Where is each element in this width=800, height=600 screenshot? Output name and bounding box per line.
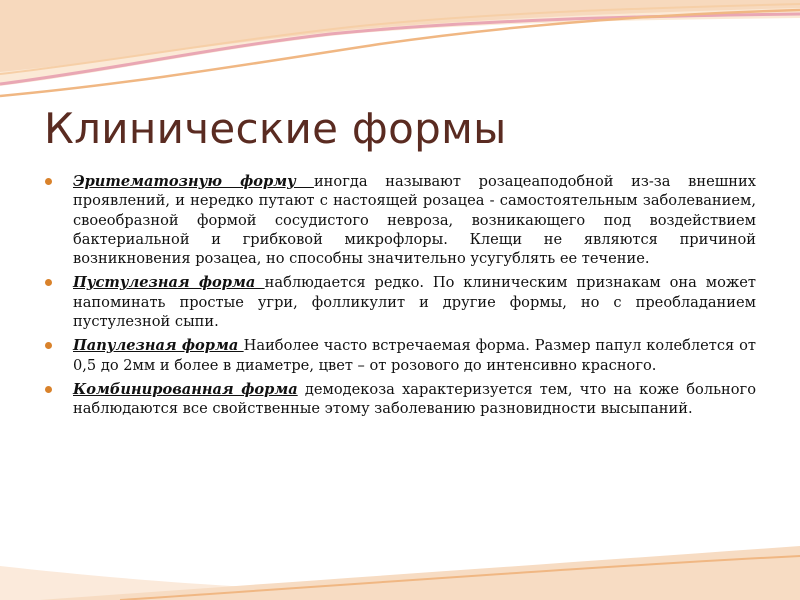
bullet-item-combined <box>40 380 756 419</box>
bullet-term: Пустулезная форма <box>73 274 265 292</box>
bullet-dot-icon <box>45 386 52 393</box>
bullet-list <box>40 172 756 424</box>
slide-title: Клинические формы <box>44 104 507 153</box>
bullet-dot-icon <box>45 342 52 349</box>
bullet-text: наблюдается редко. По клиническим признакам она может напоминать простые угри, фолликулит и другие формы, но с преобладанием пустулезной сыпи. <box>73 274 756 331</box>
bullet-term: Эритематозную форму <box>73 173 314 190</box>
bullet-term: Комбинированная форма <box>73 380 298 398</box>
bullet-dot-icon <box>45 279 52 286</box>
bullet-text: иногда называют розацеаподобной из-за внешних проявлений, и нередко путают с настоящей розацеа - самостоятельным заболеванием, своеобразной формой сосудистого невроза, возникающего под воздействием бактериальной и грибковой микрофлоры. Клещи не являются причиной возникновения розацеа, но способны значительно усугублять ее течение. <box>73 173 756 268</box>
bullet-text: демодекоза характеризуется тем, что на коже больного наблюдаются все свойственные этому заболеванию разновидности высыпаний. <box>73 380 756 418</box>
bullet-item-erythematous <box>40 172 756 268</box>
bottom-wave-decoration <box>0 510 800 600</box>
bullet-item-papular <box>40 336 756 375</box>
bullet-item-pustular <box>40 273 756 331</box>
top-wave-decoration <box>0 0 800 120</box>
bullet-text: Наиболее часто встречаемая форма. Размер папул колеблется от 0,5 до 2мм и более в диаметре, цвет – от розового до интенсивно красного. <box>73 337 756 374</box>
bullet-term: Папулезная форма <box>73 337 244 355</box>
bullet-dot-icon <box>45 178 52 185</box>
